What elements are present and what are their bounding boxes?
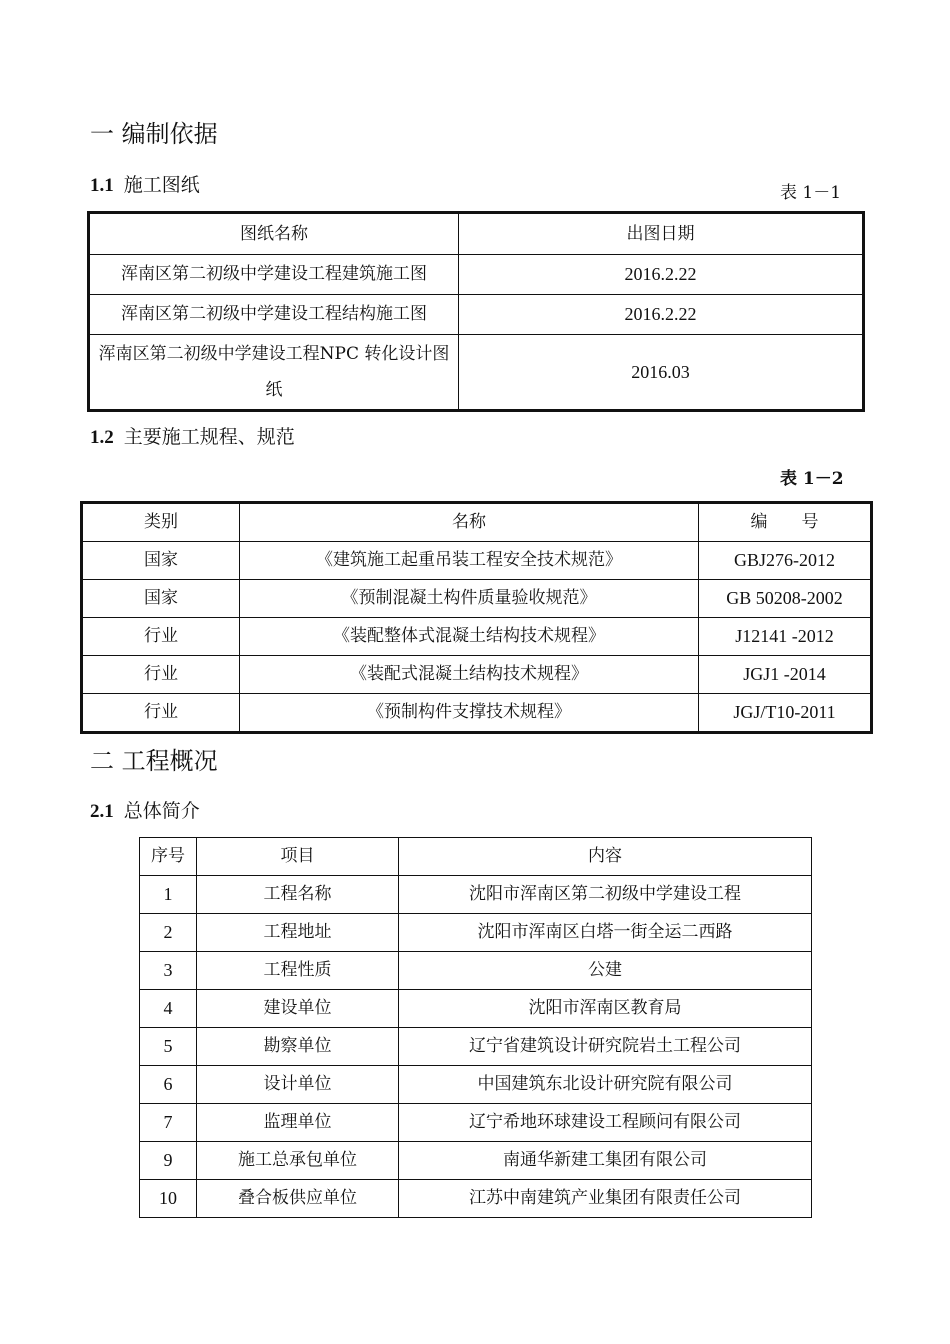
standard-name-cell: 《预制混凝土构件质量验收规范》: [240, 580, 699, 618]
standard-code-cell: J12141 -2012: [699, 618, 872, 656]
item-cell: 工程地址: [197, 914, 399, 952]
content-cell: 公建: [399, 952, 812, 990]
table-row: [82, 580, 872, 618]
table-row: [140, 914, 812, 952]
content-cell: 江苏中南建筑产业集团有限责任公司: [399, 1180, 812, 1218]
header-cell: 内容: [399, 838, 812, 876]
subsection-2-1-title: 总体简介: [123, 800, 200, 822]
table-1-2-tag: 表 1－2: [780, 469, 844, 489]
table-row: [89, 295, 864, 335]
index-cell: 7: [140, 1104, 197, 1142]
subsection-1-2-number: 1.2: [90, 427, 114, 448]
table-header-row: [89, 213, 864, 255]
content-cell: 中国建筑东北设计研究院有限公司: [399, 1066, 812, 1104]
drawing-name-cell: 浑南区第二初级中学建设工程结构施工图: [89, 295, 459, 335]
category-cell: 国家: [82, 580, 240, 618]
index-cell: 10: [140, 1180, 197, 1218]
item-cell: 工程性质: [197, 952, 399, 990]
table-row: [140, 1142, 812, 1180]
header-cell: 类别: [82, 503, 240, 542]
table-row: [140, 1028, 812, 1066]
drawing-date-cell: 2016.2.22: [459, 295, 864, 335]
table-row: [140, 1066, 812, 1104]
index-cell: 3: [140, 952, 197, 990]
standard-code-cell: JGJ/T10-2011: [699, 694, 872, 733]
section-2-title: 二 工程概况: [90, 747, 218, 775]
standard-name-cell: 《建筑施工起重吊装工程安全技术规范》: [240, 542, 699, 580]
header-cell: 图纸名称: [89, 213, 459, 255]
index-cell: 1: [140, 876, 197, 914]
table-header-row: [82, 503, 872, 542]
standard-code-cell: JGJ1 -2014: [699, 656, 872, 694]
drawings-table: [87, 211, 865, 412]
category-cell: 行业: [82, 656, 240, 694]
table-row: [140, 1104, 812, 1142]
table-row: [82, 618, 872, 656]
content-cell: 沈阳市浑南区第二初级中学建设工程: [399, 876, 812, 914]
header-cell: 名称: [240, 503, 699, 542]
subsection-1-1-heading: [90, 170, 200, 197]
standard-name-cell: 《装配整体式混凝土结构技术规程》: [240, 618, 699, 656]
table-row: [82, 656, 872, 694]
table-row: [89, 335, 864, 411]
header-cell: 项目: [197, 838, 399, 876]
item-cell: 勘察单位: [197, 1028, 399, 1066]
category-cell: 行业: [82, 694, 240, 733]
header-cell: 编 号: [699, 503, 872, 542]
item-cell: 叠合板供应单位: [197, 1180, 399, 1218]
standards-table: [80, 501, 873, 734]
index-cell: 9: [140, 1142, 197, 1180]
table-row: [140, 876, 812, 914]
table-row: [140, 990, 812, 1028]
index-cell: 5: [140, 1028, 197, 1066]
content-cell: 辽宁省建筑设计研究院岩土工程公司: [399, 1028, 812, 1066]
subsection-1-1-title: 施工图纸: [123, 174, 200, 196]
item-cell: 施工总承包单位: [197, 1142, 399, 1180]
content-cell: 沈阳市浑南区白塔一街全运二西路: [399, 914, 812, 952]
subsection-2-1-heading: [90, 796, 200, 823]
table-1-1-tag: 表 1－1: [780, 183, 842, 203]
category-cell: 国家: [82, 542, 240, 580]
content-cell: 沈阳市浑南区教育局: [399, 990, 812, 1028]
drawing-date-cell: 2016.2.22: [459, 255, 864, 295]
drawing-date-cell: 2016.03: [459, 335, 864, 411]
index-cell: 2: [140, 914, 197, 952]
drawing-name-cell: 浑南区第二初级中学建设工程NPC 转化设计图纸: [89, 335, 459, 411]
index-cell: 4: [140, 990, 197, 1028]
item-cell: 建设单位: [197, 990, 399, 1028]
subsection-1-2-title: 主要施工规程、规范: [123, 426, 295, 448]
header-cell: 序号: [140, 838, 197, 876]
item-cell: 监理单位: [197, 1104, 399, 1142]
standard-code-cell: GB 50208-2002: [699, 580, 872, 618]
subsection-1-2-heading: [90, 422, 295, 449]
category-cell: 行业: [82, 618, 240, 656]
subsection-1-1-number: 1.1: [90, 175, 114, 196]
drawing-name-cell: 浑南区第二初级中学建设工程建筑施工图: [89, 255, 459, 295]
section-1-title: 一 编制依据: [90, 120, 218, 148]
project-overview-table: [139, 837, 812, 1218]
item-cell: 工程名称: [197, 876, 399, 914]
table-row: [82, 694, 872, 733]
subsection-2-1-number: 2.1: [90, 801, 114, 822]
table-row: [82, 542, 872, 580]
index-cell: 6: [140, 1066, 197, 1104]
standard-code-cell: GBJ276-2012: [699, 542, 872, 580]
standard-name-cell: 《预制构件支撑技术规程》: [240, 694, 699, 733]
table-row: [140, 1180, 812, 1218]
content-cell: 南通华新建工集团有限公司: [399, 1142, 812, 1180]
item-cell: 设计单位: [197, 1066, 399, 1104]
standard-name-cell: 《装配式混凝土结构技术规程》: [240, 656, 699, 694]
table-header-row: [140, 838, 812, 876]
table-row: [89, 255, 864, 295]
header-cell: 出图日期: [459, 213, 864, 255]
content-cell: 辽宁希地环球建设工程顾问有限公司: [399, 1104, 812, 1142]
table-row: [140, 952, 812, 990]
